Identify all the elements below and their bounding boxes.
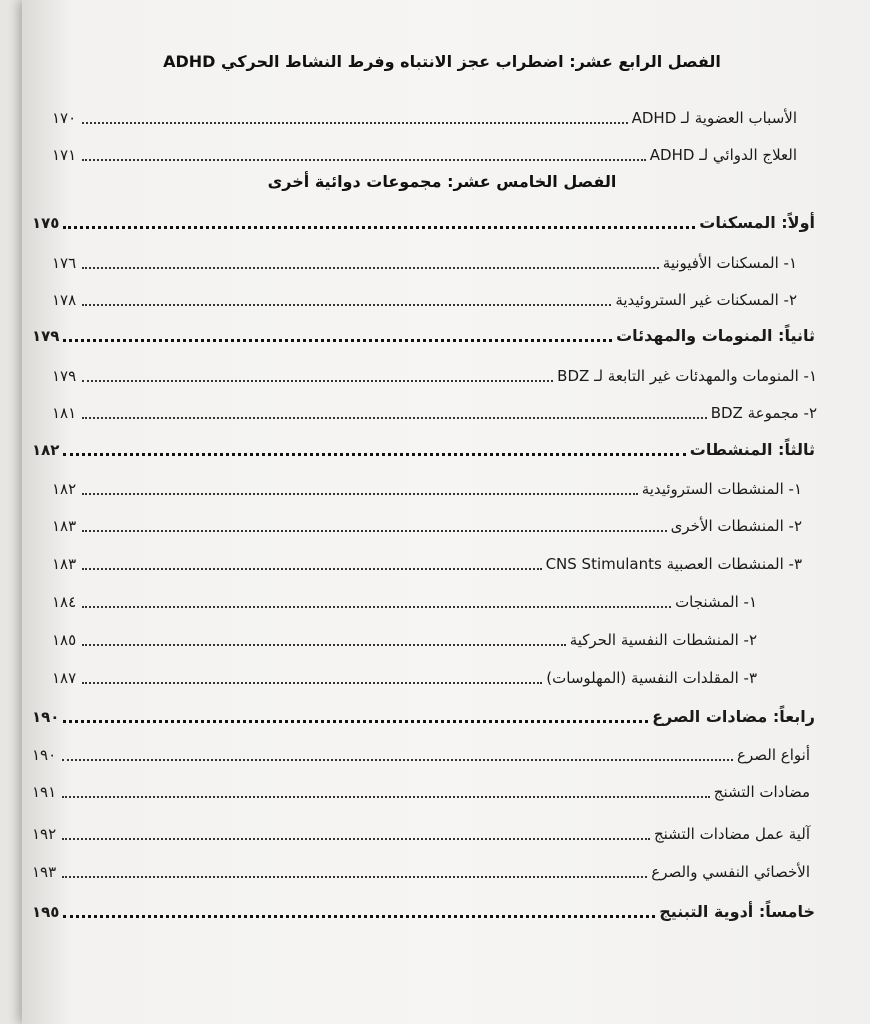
toc-entry-label: خامساً: أدوية التبنيج [659, 902, 815, 921]
toc-entry-page: ١٩١ [32, 783, 57, 801]
toc-entry-page: ١٨٧ [52, 669, 77, 687]
toc-entry-label: ثانياً: المنومات والمهدئات [616, 326, 815, 345]
dot-leader [63, 339, 612, 342]
toc-entry-page: ١٨٥ [52, 631, 77, 649]
toc-entry-label: أولاً: المسكنات [699, 213, 815, 232]
toc-entry-label: ٢- المنشطات النفسية الحركية [569, 631, 757, 649]
toc-entry [52, 286, 797, 310]
dot-leader [82, 159, 646, 161]
dot-leader [62, 759, 733, 761]
toc-entry-label: ٣- المقلدات النفسية (المهلوسات) [546, 669, 757, 687]
toc-entry-page: ١٨١ [52, 404, 77, 422]
toc-entry-page: ١٨٣ [52, 555, 77, 573]
toc-entry-page: ١٧٩ [32, 327, 60, 345]
dot-leader [82, 267, 659, 269]
toc-entry-label: ٣- المنشطات العصبية CNS Stimulants [545, 555, 802, 573]
toc-entry [52, 362, 817, 386]
toc-entry-page: ١٨٢ [32, 441, 60, 459]
toc-entry [32, 778, 810, 802]
toc-entry [52, 475, 802, 499]
toc-entry-page: ١٨٤ [52, 593, 77, 611]
toc-entry-page: ١٨٢ [52, 480, 77, 498]
toc-entry-label: ١- المسكنات الأفيونية [662, 254, 797, 272]
toc-entry-page: ١٧١ [52, 146, 77, 164]
toc-entry [52, 664, 757, 688]
toc-entry [32, 858, 810, 882]
toc-section-entry [32, 703, 815, 727]
toc-entry-label: العلاج الدوائي لـ ADHD [649, 146, 797, 164]
toc-entry-page: ١٨٣ [52, 517, 77, 535]
toc-entry [52, 249, 797, 273]
toc-entry [52, 141, 797, 165]
toc-entry-page: ١٧٩ [52, 367, 77, 385]
dot-leader [63, 915, 655, 918]
dot-leader [63, 226, 695, 229]
dot-leader [82, 122, 628, 124]
toc-entry [52, 399, 817, 423]
book-page [22, 0, 870, 1024]
toc-entry-label: أنواع الصرع [737, 746, 810, 764]
toc-entry-label: ١- المشنجات [675, 593, 757, 611]
chapter-14-heading: الفصل الرابع عشر: اضطراب عجز الانتباه وفرط النشاط الحركي ADHD [163, 52, 721, 71]
toc-section-entry [32, 436, 815, 460]
toc-entry [52, 512, 802, 536]
toc-entry-label: الأسباب العضوية لـ ADHD [631, 109, 797, 127]
dot-leader [82, 380, 553, 382]
table-of-contents [22, 0, 870, 1024]
toc-entry [52, 104, 797, 128]
dot-leader [82, 417, 707, 419]
toc-entry-label: ١- المنومات والمهدئات غير التابعة لـ BDZ [557, 367, 817, 385]
toc-entry [52, 588, 757, 612]
toc-entry-page: ١٧٥ [32, 214, 60, 232]
toc-entry-page: ١٧٦ [52, 254, 77, 272]
toc-section-entry [32, 322, 815, 346]
toc-entry-label: مضادات التشنج [713, 783, 810, 801]
toc-entry-page: ١٩٣ [32, 863, 57, 881]
toc-entry [52, 626, 757, 650]
toc-entry [32, 820, 810, 844]
toc-entry-label: ١- المنشطات الستروئيدية [641, 480, 802, 498]
dot-leader [63, 453, 685, 456]
toc-entry-page: ١٧٨ [52, 291, 77, 309]
toc-entry-label: ٢- المنشطات الأخرى [670, 517, 802, 535]
dot-leader [82, 644, 566, 646]
toc-entry-label: رابعاً: مضادات الصرع [652, 707, 815, 726]
dot-leader [82, 493, 638, 495]
dot-leader [82, 682, 542, 684]
toc-entry-page: ١٩٠ [32, 746, 57, 764]
dot-leader [62, 838, 650, 840]
toc-section-entry [32, 898, 815, 922]
toc-entry-page: ١٩٥ [32, 903, 60, 921]
toc-entry-label: ٢- مجموعة BDZ [710, 404, 817, 422]
dot-leader [62, 796, 710, 798]
dot-leader [82, 530, 667, 532]
toc-entry [32, 741, 810, 765]
chapter-15-heading: الفصل الخامس عشر: مجموعات دوائية أخرى [267, 172, 617, 191]
dot-leader [82, 304, 611, 306]
toc-section-entry [32, 209, 815, 233]
toc-entry-page: ١٩٠ [32, 708, 60, 726]
dot-leader [82, 568, 542, 570]
dot-leader [63, 720, 648, 723]
dot-leader [82, 606, 671, 608]
toc-entry-label: آلية عمل مضادات التشنج [653, 825, 810, 843]
toc-entry-label: ثالثاً: المنشطات [689, 440, 815, 459]
toc-entry-label: الأخصائي النفسي والصرع [651, 863, 810, 881]
toc-entry-page: ١٩٢ [32, 825, 57, 843]
toc-entry [52, 550, 802, 574]
dot-leader [62, 876, 647, 878]
toc-entry-label: ٢- المسكنات غير الستروئيدية [615, 291, 797, 309]
toc-entry-page: ١٧٠ [52, 109, 77, 127]
